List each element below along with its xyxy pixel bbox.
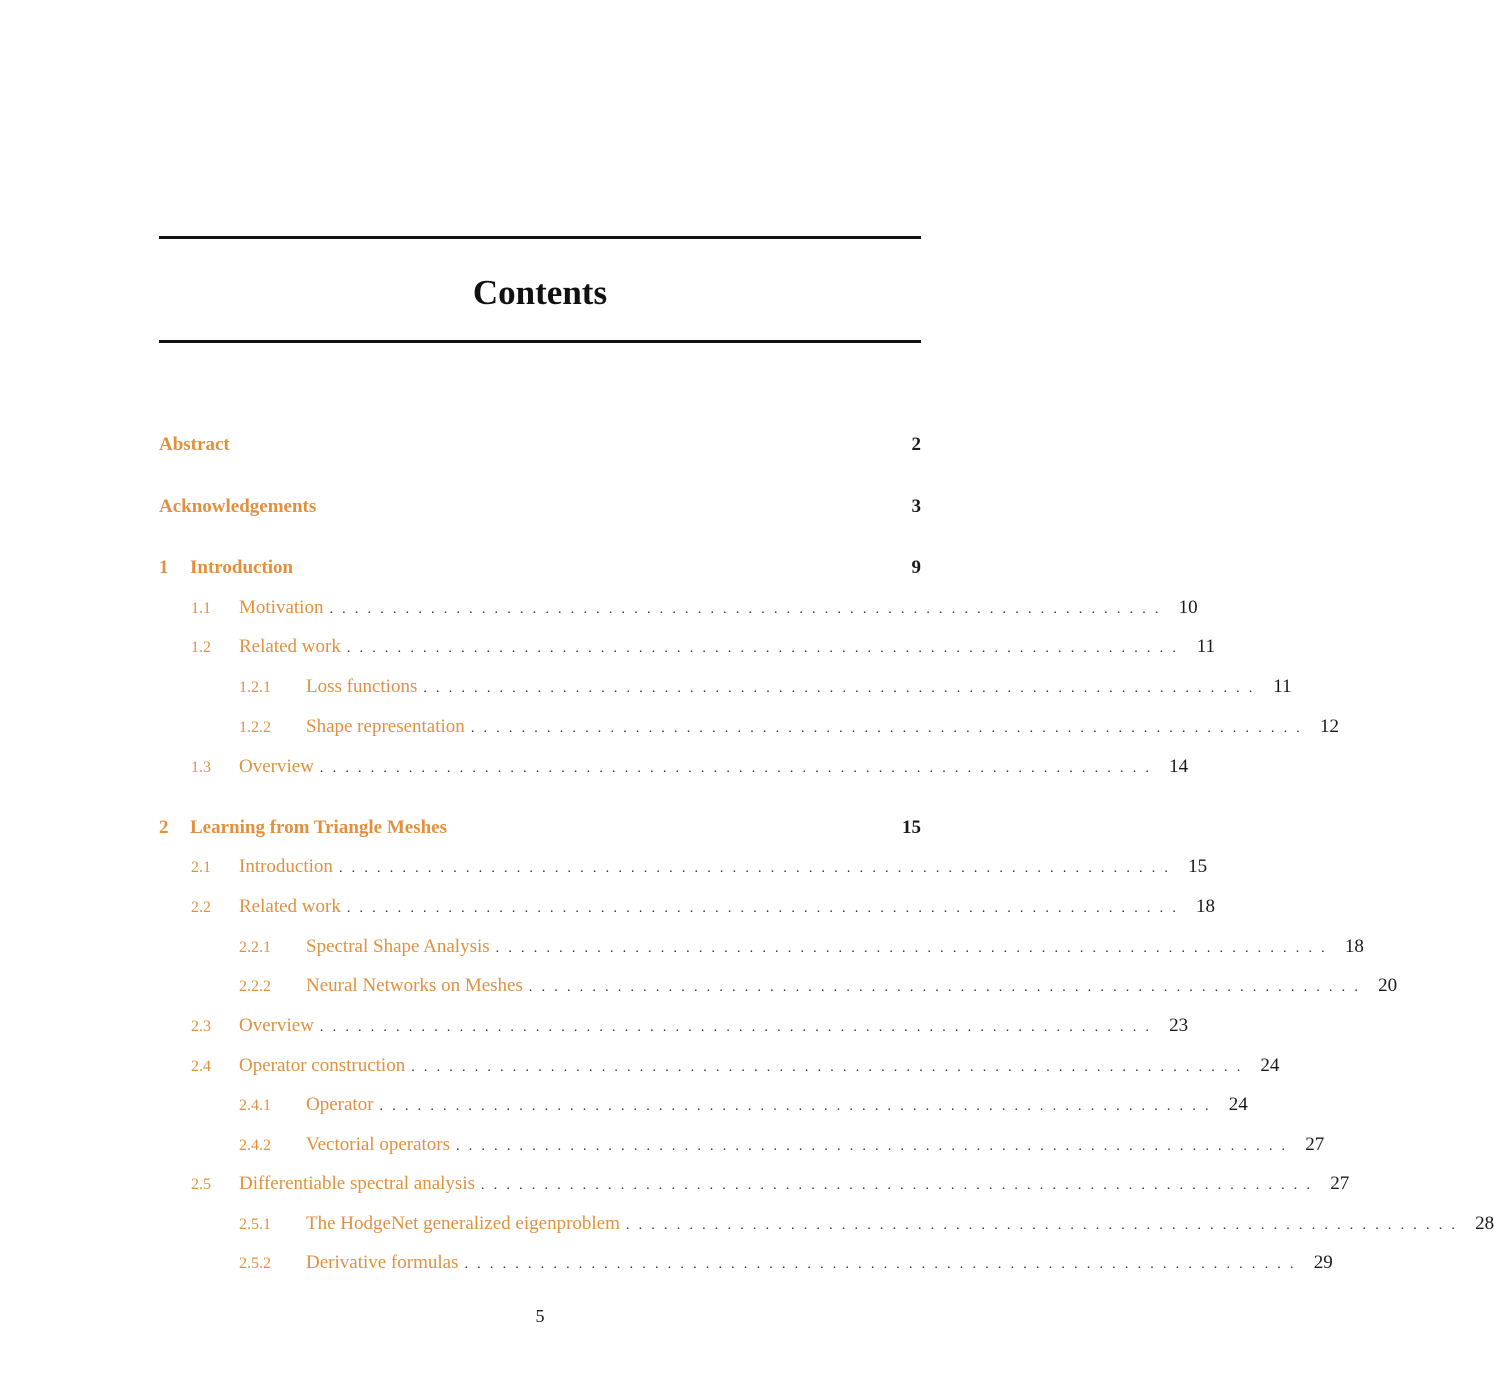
toc-entry-acknowledgements[interactable] [159, 492, 921, 522]
toc-entry-page: 11 [1273, 676, 1292, 697]
toc-entry-page: 24 [1260, 1055, 1280, 1076]
toc-entry-number: 2.4.1 [239, 1097, 271, 1114]
toc-entry-page: 24 [1228, 1094, 1248, 1115]
toc-entry-number: 1.2 [191, 639, 211, 656]
dot-leader: .................................................................. [495, 941, 1334, 956]
dot-leader: .................................................................. [346, 641, 1186, 656]
dot-leader: .................................................................. [456, 1139, 1295, 1154]
toc-entry-page: 11 [1196, 636, 1216, 657]
toc-entry-page: 20 [1378, 975, 1398, 996]
toc-section-1-2[interactable] [159, 632, 1216, 662]
toc-subsection-1-2-2[interactable] [159, 712, 1340, 742]
toc-entry-label[interactable]: Neural Networks on Meshes [306, 975, 523, 996]
toc-entry-label[interactable]: Spectral Shape Analysis [306, 936, 490, 957]
toc-entry-page: 23 [1169, 1015, 1189, 1036]
title-top-rule [159, 236, 921, 239]
toc-entry-label[interactable]: Vectorial operators [306, 1134, 451, 1155]
dot-leader: .................................................................. [329, 602, 1168, 617]
toc-entry-page: 9 [911, 557, 921, 578]
toc-entry-page: 12 [1320, 716, 1340, 737]
toc-section-2-5[interactable] [159, 1169, 1350, 1199]
toc-entry-number: 2.2 [191, 899, 211, 916]
toc-entry-label[interactable]: Abstract [159, 434, 230, 455]
toc-entry-number: 1.2.2 [239, 719, 271, 736]
toc-entry-page: 18 [1344, 936, 1364, 957]
dot-leader: .................................................................. [423, 681, 1262, 696]
toc-entry-number: 2.5 [191, 1176, 211, 1193]
toc-entry-page: 15 [902, 817, 921, 838]
toc-entry-number: 2.5.2 [239, 1255, 271, 1272]
toc-entry-label[interactable]: Introduction [239, 856, 333, 877]
toc-section-2-2[interactable] [159, 892, 1216, 922]
toc-subsection-2-5-1[interactable] [159, 1209, 1494, 1239]
toc-entry-label[interactable]: Loss functions [306, 676, 418, 697]
toc-entry-abstract[interactable] [159, 430, 921, 460]
toc-entry-number: 2 [159, 817, 169, 838]
dot-leader: .................................................................. [319, 761, 1159, 776]
dot-leader: .................................................................. [319, 1020, 1159, 1035]
toc-entry-label[interactable]: Learning from Triangle Meshes [190, 817, 448, 838]
toc-entry-page: 18 [1196, 896, 1216, 917]
dot-leader: .................................................................. [625, 1218, 1465, 1233]
toc-section-1-1[interactable] [159, 593, 1198, 623]
toc-entry-number: 2.5.1 [239, 1216, 271, 1233]
toc-entry-number: 2.4 [191, 1058, 211, 1075]
dot-leader: .................................................................. [481, 1178, 1320, 1193]
toc-entry-label[interactable]: Differentiable spectral analysis [239, 1173, 475, 1194]
toc-entry-page: 2 [911, 434, 921, 455]
toc-entry-page: 15 [1188, 856, 1208, 877]
toc-entry-number: 2.4.2 [239, 1137, 271, 1154]
dot-leader: .................................................................. [338, 861, 1178, 876]
toc-chapter-2[interactable] [159, 813, 921, 843]
toc-subsection-2-4-1[interactable] [159, 1090, 1248, 1120]
toc-entry-label[interactable]: Overview [239, 1015, 314, 1036]
toc-section-2-3[interactable] [159, 1011, 1189, 1041]
toc-entry-page: 27 [1330, 1173, 1350, 1194]
toc-entry-label[interactable]: Operator construction [239, 1055, 406, 1076]
toc-entry-label[interactable]: Derivative formulas [306, 1252, 459, 1273]
toc-subsection-2-2-1[interactable] [159, 932, 1364, 962]
toc-subsection-2-4-2[interactable] [159, 1130, 1325, 1160]
toc-subsection-2-5-2[interactable] [159, 1248, 1333, 1278]
toc-entry-label[interactable]: Introduction [190, 557, 294, 578]
toc-subsection-2-2-2[interactable] [159, 971, 1398, 1001]
toc-entry-number: 2.2.2 [239, 978, 271, 995]
toc-entry-number: 2.1 [191, 859, 211, 876]
dot-leader: .................................................................. [470, 721, 1310, 736]
toc-entry-page: 27 [1305, 1134, 1325, 1155]
toc-subsection-1-2-1[interactable] [159, 672, 1292, 702]
toc-entry-page: 28 [1475, 1213, 1494, 1234]
toc-entry-number: 2.3 [191, 1018, 211, 1035]
toc-entry-label[interactable]: Shape representation [306, 716, 465, 737]
title-bottom-rule [159, 340, 921, 343]
page-number: 5 [535, 1306, 545, 1326]
toc-entry-number: 1.3 [191, 759, 211, 776]
toc-entry-page: 29 [1313, 1252, 1333, 1273]
toc-entry-label[interactable]: Overview [239, 756, 314, 777]
dot-leader: .................................................................. [464, 1257, 1303, 1272]
toc-entry-page: 14 [1169, 756, 1189, 777]
toc-entry-label[interactable]: The HodgeNet generalized eigenproblem [306, 1213, 620, 1234]
toc-chapter-1[interactable] [159, 553, 921, 583]
toc-entry-number: 1.2.1 [239, 679, 271, 696]
page-title: Contents [472, 273, 608, 312]
toc-entry-page: 3 [911, 496, 921, 517]
toc-entry-label[interactable]: Related work [239, 636, 341, 657]
dot-leader: .................................................................. [346, 901, 1186, 916]
toc-entry-number: 1 [159, 557, 169, 578]
dot-leader: .................................................................. [528, 980, 1368, 995]
toc-section-2-4[interactable] [159, 1051, 1280, 1081]
toc-entry-label[interactable]: Motivation [239, 597, 324, 618]
toc-entry-label[interactable]: Related work [239, 896, 341, 917]
toc-entry-number: 1.1 [191, 600, 211, 617]
toc-section-1-3[interactable] [159, 752, 1189, 782]
toc-entry-label[interactable]: Operator [306, 1094, 374, 1115]
dot-leader: .................................................................. [379, 1099, 1218, 1114]
toc-section-2-1[interactable] [159, 852, 1208, 882]
toc-entry-label[interactable]: Acknowledgements [159, 496, 317, 517]
dot-leader: .................................................................. [411, 1060, 1250, 1075]
toc-entry-number: 2.2.1 [239, 939, 271, 956]
toc-entry-page: 10 [1178, 597, 1198, 618]
